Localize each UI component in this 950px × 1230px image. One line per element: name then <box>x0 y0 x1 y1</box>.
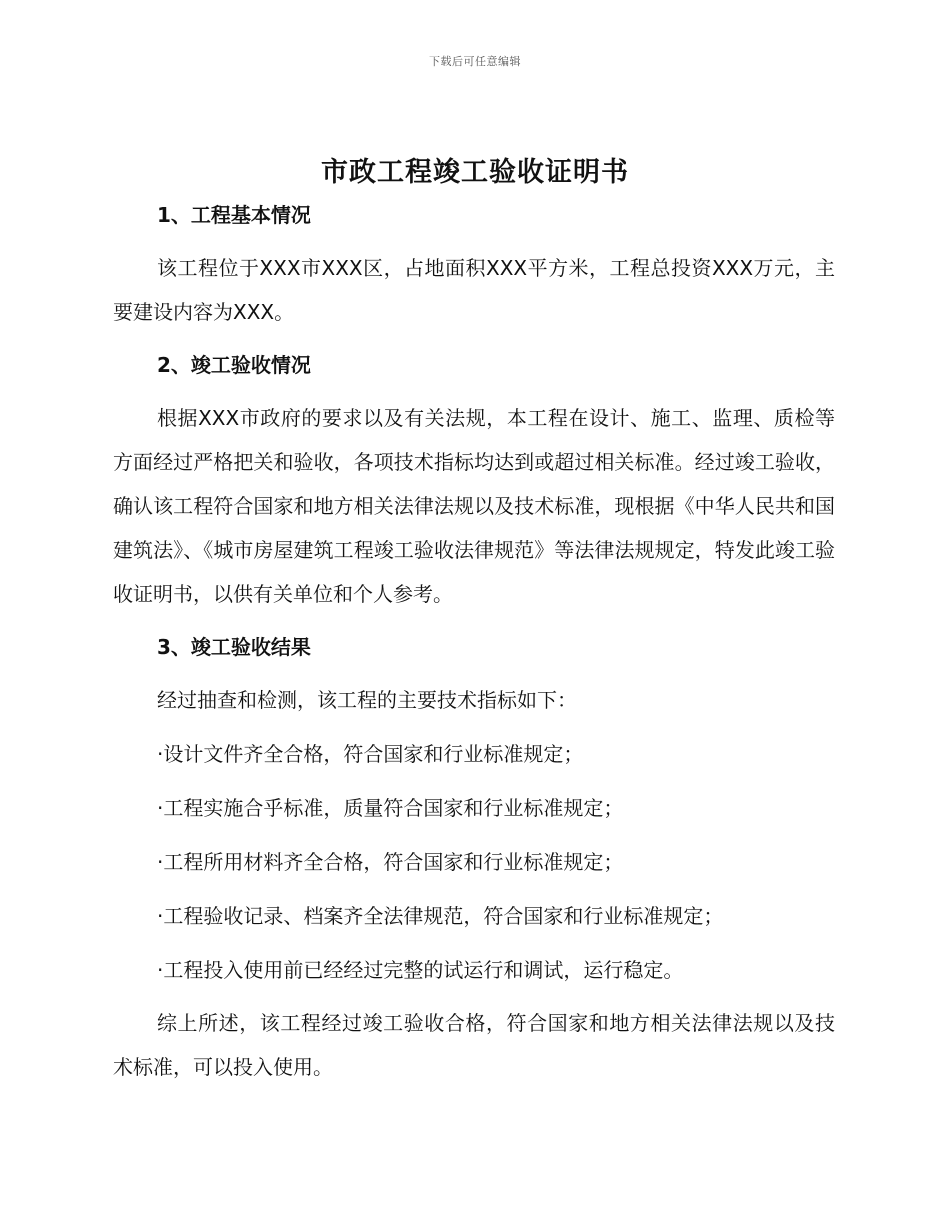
header-note: 下载后可任意编辑 <box>429 55 521 68</box>
section-heading: 1、工程基本情况 <box>157 203 311 227</box>
section-conclusion: 综上所述，该工程经过竣工验收合格，符合国家和地方相关法律法规以及技术标准，可以投入使用。 <box>113 1011 835 1079</box>
document-body <box>113 193 835 1089</box>
section-paragraph: 该工程位于XXX市XXX区，占地面积XXX平方米，工程总投资XXX万元，主要建设内容为XXX。 <box>113 256 835 324</box>
list-item: ·工程投入使用前已经经过完整的试运行和调试，运行稳定。 <box>157 958 684 982</box>
section-intro: 经过抽查和检测，该工程的主要技术指标如下： <box>157 688 577 712</box>
section-acceptance-result <box>113 625 835 1089</box>
section-heading: 2、竣工验收情况 <box>157 353 311 377</box>
section-heading: 3、竣工验收结果 <box>157 635 311 659</box>
list-item: ·工程验收记录、档案齐全法律规范，符合国家和行业标准规定； <box>157 904 724 928</box>
indicator-list <box>113 732 835 992</box>
list-item: ·工程实施合乎标准，质量符合国家和行业标准规定； <box>157 796 624 820</box>
list-item: ·工程所用材料齐全合格，符合国家和行业标准规定； <box>157 850 624 874</box>
section-acceptance-status <box>113 343 835 616</box>
document-title: 市政工程竣工验收证明书 <box>321 157 629 188</box>
section-paragraph: 根据XXX市政府的要求以及有关法规，本工程在设计、施工、监理、质检等方面经过严格把关和验收，各项技术指标均达到或超过相关标准。经过竣工验收，确认该工程符合国家和地方相关法律法规以及技术标准，现根据《中华人民共和国建筑法》、《城市房屋建筑工程竣工验收法律规范》等法律法规规定，特发此竣工验收证明书，以供有关单位和个人参考。 <box>113 406 835 606</box>
section-basic-info <box>113 193 835 334</box>
list-item: ·设计文件齐全合格，符合国家和行业标准规定； <box>157 742 584 766</box>
